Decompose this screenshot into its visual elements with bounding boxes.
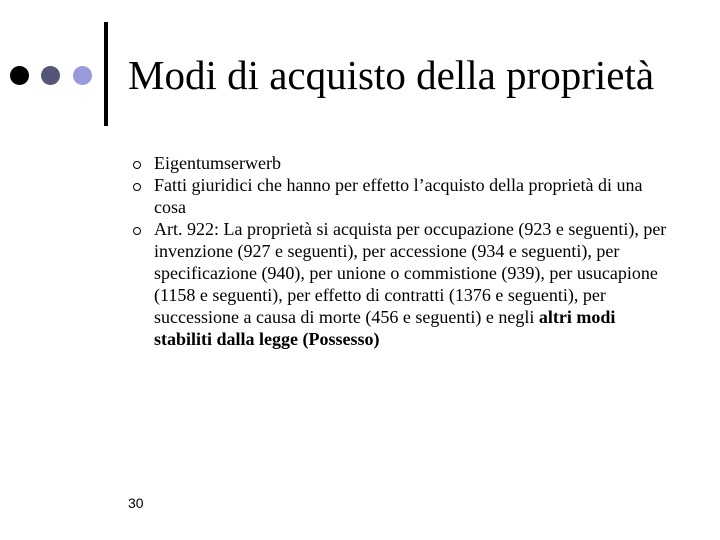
dot-2 (41, 66, 60, 85)
bullet-item (130, 152, 670, 174)
slide-title: Modi di acquisto della proprietà (128, 52, 655, 98)
bullet-item (130, 218, 670, 350)
circle-bullet-icon (133, 227, 141, 235)
page-number: 30 (128, 495, 144, 511)
dot-3 (73, 66, 92, 85)
bullet-list (130, 152, 670, 350)
bullet-text: Art. 922: La proprietà si acquista per occupazione (923 e seguenti), per invenzione (927 e seguenti), per accessione (934 e seguenti), per specificazione (940), per unione o commistione (939), per usucapione (1158 e seguenti), per effetto di contratti (1376 e seguenti), per successione a causa di morte (456 e seguenti) e negli (154, 219, 667, 327)
bullet-bold-text: altri modi stabiliti dalla legge (Possesso) (154, 307, 616, 349)
bullet-item (130, 174, 670, 218)
circle-bullet-icon (133, 161, 141, 169)
dot-1 (10, 66, 29, 85)
circle-bullet-icon (133, 183, 141, 191)
bullet-text: Fatti giuridici che hanno per effetto l’acquisto della proprietà di una cosa (154, 175, 643, 217)
bullet-text: Eigentumserwerb (154, 153, 281, 173)
title-divider-line (104, 22, 108, 126)
